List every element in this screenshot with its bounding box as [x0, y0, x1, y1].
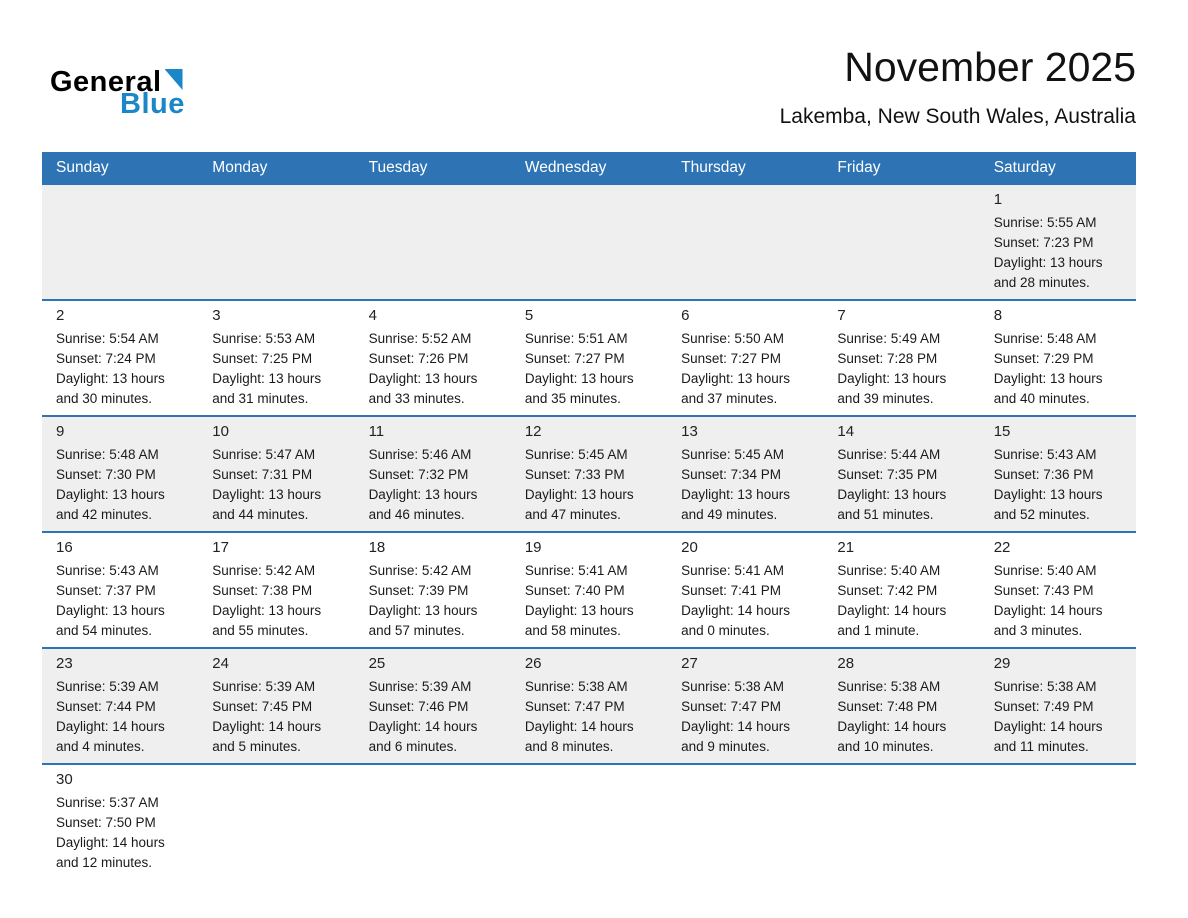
daylight-text: Daylight: 14 hours and 9 minutes.: [681, 719, 790, 755]
daylight-text: Daylight: 14 hours and 6 minutes.: [368, 719, 478, 755]
sunset-text: Sunset: 7:24 PM: [56, 351, 156, 367]
sunrise-text: Sunrise: 5:44 AM: [837, 447, 941, 463]
daylight-text: Daylight: 13 hours and 42 minutes.: [56, 487, 165, 523]
daylight-text: Daylight: 13 hours and 31 minutes.: [212, 371, 322, 407]
week-row: [42, 531, 1136, 647]
empty-day-cell: [667, 765, 823, 879]
sunrise-text: Sunrise: 5:38 AM: [681, 679, 784, 695]
calendar: [42, 152, 1136, 879]
day-cell: [198, 533, 354, 647]
daylight-text: Daylight: 13 hours and 58 minutes.: [524, 603, 634, 639]
empty-day-cell: [355, 185, 511, 299]
week-row: [42, 647, 1136, 763]
empty-day-cell: [355, 765, 511, 879]
sunrise-text: Sunrise: 5:37 AM: [56, 795, 159, 811]
daylight-text: Daylight: 13 hours and 51 minutes.: [837, 487, 947, 523]
day-number: 8: [993, 307, 1003, 325]
sunset-text: Sunset: 7:30 PM: [56, 467, 156, 483]
empty-day-cell: [511, 185, 667, 299]
sunrise-text: Sunrise: 5:47 AM: [212, 447, 316, 463]
daylight-text: Daylight: 13 hours and 39 minutes.: [837, 371, 947, 407]
day-number: 5: [524, 307, 534, 325]
day-cell: [42, 417, 198, 531]
empty-day-cell: [198, 185, 354, 299]
day-number: 25: [368, 655, 386, 673]
sunset-text: Sunset: 7:48 PM: [837, 699, 938, 715]
sunrise-text: Sunrise: 5:46 AM: [368, 447, 472, 463]
day-cell: [511, 417, 667, 531]
day-cell: [823, 533, 979, 647]
sunrise-text: Sunrise: 5:39 AM: [212, 679, 316, 695]
empty-day-cell: [42, 185, 198, 299]
calendar-weeks: [42, 183, 1136, 879]
day-cell: [823, 301, 979, 415]
day-cell: [667, 301, 823, 415]
sunset-text: Sunset: 7:28 PM: [837, 351, 938, 367]
day-number: 23: [56, 655, 73, 673]
location-subtitle: Lakemba, New South Wales, Australia: [779, 105, 1136, 129]
week-row: [42, 415, 1136, 531]
day-number: 16: [56, 539, 73, 557]
sunset-text: Sunset: 7:31 PM: [212, 467, 313, 483]
sunrise-text: Sunrise: 5:51 AM: [524, 331, 628, 347]
general-blue-logo: [50, 44, 185, 119]
sunset-text: Sunset: 7:25 PM: [212, 351, 313, 367]
day-number: 27: [681, 655, 698, 673]
empty-day-cell: [198, 765, 354, 879]
weekday-header-row: [42, 152, 1136, 183]
day-number: 18: [368, 539, 386, 557]
daylight-text: Daylight: 14 hours and 11 minutes.: [993, 719, 1103, 755]
sunset-text: Sunset: 7:23 PM: [993, 235, 1094, 251]
sunrise-text: Sunrise: 5:43 AM: [56, 563, 159, 579]
weekday-header-friday: Friday: [837, 158, 881, 176]
week-row: [42, 183, 1136, 299]
day-cell: [42, 649, 198, 763]
sunset-text: Sunset: 7:35 PM: [837, 467, 938, 483]
weekday-header-monday: Monday: [212, 158, 268, 176]
day-number: 20: [681, 539, 698, 557]
daylight-text: Daylight: 13 hours and 57 minutes.: [368, 603, 478, 639]
daylight-text: Daylight: 14 hours and 8 minutes.: [524, 719, 634, 755]
day-number: 7: [837, 307, 846, 325]
daylight-text: Daylight: 13 hours and 35 minutes.: [524, 371, 634, 407]
empty-day-cell: [823, 765, 979, 879]
sunset-text: Sunset: 7:45 PM: [212, 699, 313, 715]
daylight-text: Daylight: 13 hours and 49 minutes.: [681, 487, 790, 523]
sunrise-text: Sunrise: 5:43 AM: [993, 447, 1097, 463]
day-number: 15: [993, 423, 1011, 441]
daylight-text: Daylight: 13 hours and 33 minutes.: [368, 371, 478, 407]
sunrise-text: Sunrise: 5:50 AM: [681, 331, 784, 347]
day-cell: [511, 533, 667, 647]
day-cell: [667, 649, 823, 763]
daylight-text: Daylight: 13 hours and 40 minutes.: [993, 371, 1103, 407]
sunrise-text: Sunrise: 5:48 AM: [993, 331, 1097, 347]
title-block: [780, 44, 1136, 129]
sunset-text: Sunset: 7:36 PM: [993, 467, 1094, 483]
day-cell: [355, 533, 511, 647]
day-cell: [42, 765, 198, 879]
day-number: 9: [56, 423, 65, 441]
day-cell: [355, 417, 511, 531]
day-number: 6: [681, 307, 690, 325]
sunrise-text: Sunrise: 5:52 AM: [368, 331, 472, 347]
daylight-text: Daylight: 13 hours and 55 minutes.: [212, 603, 322, 639]
day-number: 24: [212, 655, 229, 673]
sunset-text: Sunset: 7:32 PM: [368, 467, 469, 483]
day-cell: [198, 301, 354, 415]
daylight-text: Daylight: 14 hours and 12 minutes.: [56, 835, 165, 871]
sunrise-text: Sunrise: 5:39 AM: [56, 679, 159, 695]
sunrise-text: Sunrise: 5:42 AM: [368, 563, 472, 579]
sunrise-text: Sunrise: 5:54 AM: [56, 331, 159, 347]
sunset-text: Sunset: 7:47 PM: [524, 699, 625, 715]
sunset-text: Sunset: 7:47 PM: [681, 699, 781, 715]
day-cell: [355, 301, 511, 415]
sunrise-text: Sunrise: 5:38 AM: [837, 679, 941, 695]
sunset-text: Sunset: 7:41 PM: [681, 583, 781, 599]
weekday-header-sunday: Sunday: [56, 158, 109, 176]
daylight-text: Daylight: 13 hours and 30 minutes.: [56, 371, 165, 407]
day-cell: [980, 185, 1136, 299]
sunrise-text: Sunrise: 5:41 AM: [681, 563, 784, 579]
daylight-text: Daylight: 13 hours and 37 minutes.: [681, 371, 790, 407]
daylight-text: Daylight: 14 hours and 5 minutes.: [212, 719, 322, 755]
day-number: 29: [993, 655, 1011, 673]
day-cell: [198, 649, 354, 763]
day-number: 19: [524, 539, 542, 557]
sunset-text: Sunset: 7:50 PM: [56, 815, 156, 831]
day-cell: [823, 649, 979, 763]
sunset-text: Sunset: 7:39 PM: [368, 583, 469, 599]
month-title: November 2025: [844, 44, 1136, 90]
day-cell: [355, 649, 511, 763]
day-number: 28: [837, 655, 855, 673]
day-number: 4: [368, 307, 377, 325]
sunset-text: Sunset: 7:44 PM: [56, 699, 156, 715]
daylight-text: Daylight: 13 hours and 47 minutes.: [524, 487, 634, 523]
empty-day-cell: [823, 185, 979, 299]
day-number: 22: [993, 539, 1011, 557]
daylight-text: Daylight: 14 hours and 1 minute.: [837, 603, 947, 639]
day-cell: [823, 417, 979, 531]
sunset-text: Sunset: 7:27 PM: [681, 351, 781, 367]
week-row: [42, 299, 1136, 415]
sunset-text: Sunset: 7:38 PM: [212, 583, 313, 599]
sunset-text: Sunset: 7:34 PM: [681, 467, 781, 483]
sunrise-text: Sunrise: 5:41 AM: [524, 563, 628, 579]
daylight-text: Daylight: 13 hours and 46 minutes.: [368, 487, 478, 523]
sunset-text: Sunset: 7:42 PM: [837, 583, 938, 599]
day-number: 14: [837, 423, 855, 441]
day-number: 26: [524, 655, 542, 673]
day-number: 30: [56, 771, 73, 789]
weekday-header-saturday: Saturday: [993, 158, 1056, 176]
daylight-text: Daylight: 14 hours and 3 minutes.: [993, 603, 1103, 639]
empty-day-cell: [511, 765, 667, 879]
day-cell: [198, 417, 354, 531]
sunset-text: Sunset: 7:49 PM: [993, 699, 1094, 715]
day-cell: [980, 417, 1136, 531]
sunset-text: Sunset: 7:40 PM: [524, 583, 625, 599]
logo-triangle-icon: [165, 69, 183, 90]
daylight-text: Daylight: 14 hours and 0 minutes.: [681, 603, 790, 639]
day-cell: [42, 533, 198, 647]
day-number: 2: [56, 307, 65, 325]
sunset-text: Sunset: 7:43 PM: [993, 583, 1094, 599]
sunrise-text: Sunrise: 5:40 AM: [993, 563, 1097, 579]
daylight-text: Daylight: 14 hours and 4 minutes.: [56, 719, 165, 755]
day-cell: [511, 301, 667, 415]
weekday-header-thursday: Thursday: [681, 158, 746, 176]
day-number: 21: [837, 539, 855, 557]
empty-day-cell: [667, 185, 823, 299]
week-row: [42, 763, 1136, 879]
day-number: 3: [212, 307, 221, 325]
sunrise-text: Sunrise: 5:48 AM: [56, 447, 159, 463]
sunrise-text: Sunrise: 5:40 AM: [837, 563, 941, 579]
weekday-header-wednesday: Wednesday: [524, 158, 607, 176]
sunrise-text: Sunrise: 5:53 AM: [212, 331, 316, 347]
sunrise-text: Sunrise: 5:39 AM: [368, 679, 472, 695]
sunset-text: Sunset: 7:37 PM: [56, 583, 156, 599]
weekday-header-tuesday: Tuesday: [368, 158, 428, 176]
sunrise-text: Sunrise: 5:49 AM: [837, 331, 941, 347]
sunrise-text: Sunrise: 5:38 AM: [524, 679, 628, 695]
day-cell: [980, 301, 1136, 415]
logo-text-general: General: [50, 66, 162, 98]
day-number: 12: [524, 423, 542, 441]
sunrise-text: Sunrise: 5:45 AM: [524, 447, 628, 463]
sunset-text: Sunset: 7:29 PM: [993, 351, 1094, 367]
day-number: 11: [368, 423, 385, 441]
logo-text-blue: Blue: [120, 88, 185, 120]
day-cell: [667, 417, 823, 531]
day-cell: [511, 649, 667, 763]
empty-day-cell: [980, 765, 1136, 879]
day-cell: [42, 301, 198, 415]
day-number: 17: [212, 539, 229, 557]
daylight-text: Daylight: 13 hours and 54 minutes.: [56, 603, 165, 639]
day-cell: [980, 533, 1136, 647]
page-header: [0, 0, 1188, 129]
sunset-text: Sunset: 7:27 PM: [524, 351, 625, 367]
sunrise-text: Sunrise: 5:38 AM: [993, 679, 1097, 695]
day-cell: [667, 533, 823, 647]
sunset-text: Sunset: 7:26 PM: [368, 351, 469, 367]
daylight-text: Daylight: 13 hours and 52 minutes.: [993, 487, 1103, 523]
day-cell: [980, 649, 1136, 763]
sunset-text: Sunset: 7:33 PM: [524, 467, 625, 483]
sunrise-text: Sunrise: 5:55 AM: [993, 215, 1097, 231]
day-number: 10: [212, 423, 229, 441]
daylight-text: Daylight: 13 hours and 44 minutes.: [212, 487, 322, 523]
day-number: 1: [993, 191, 1003, 209]
sunrise-text: Sunrise: 5:42 AM: [212, 563, 316, 579]
sunset-text: Sunset: 7:46 PM: [368, 699, 469, 715]
sunrise-text: Sunrise: 5:45 AM: [681, 447, 784, 463]
daylight-text: Daylight: 13 hours and 28 minutes.: [993, 255, 1103, 291]
day-number: 13: [681, 423, 698, 441]
daylight-text: Daylight: 14 hours and 10 minutes.: [837, 719, 947, 755]
